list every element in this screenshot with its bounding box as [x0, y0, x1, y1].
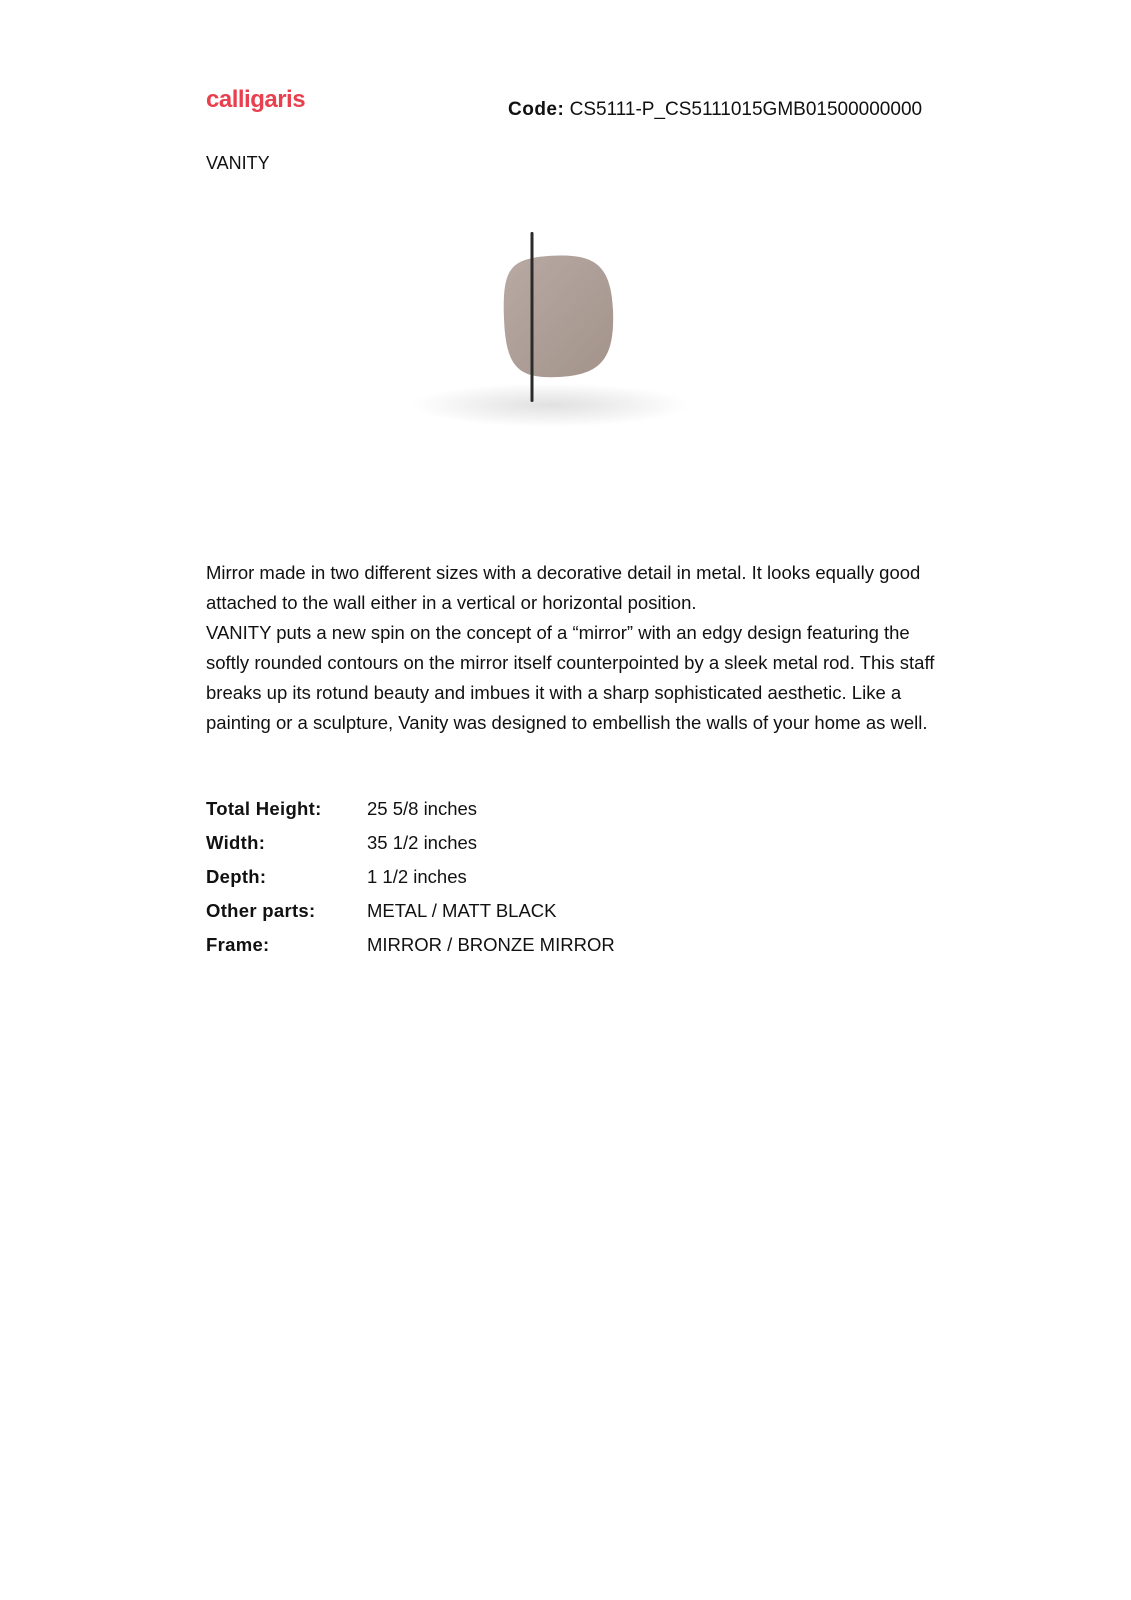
metal-rod: [531, 232, 534, 402]
spec-value: 25 5/8 inches: [367, 798, 478, 819]
spec-value: 35 1/2 inches: [367, 832, 478, 853]
spec-label: Other parts:: [206, 900, 316, 921]
spec-value: 1 1/2 inches: [367, 866, 467, 887]
mirror-panel: [504, 255, 613, 377]
spec-row: [206, 860, 615, 894]
spec-value: METAL / MATT BLACK: [367, 900, 557, 921]
spec-label: Frame:: [206, 934, 270, 955]
specs-table: [206, 792, 615, 962]
spec-label: Total Height:: [206, 798, 322, 819]
product-code: [508, 99, 922, 122]
spec-value: MIRROR / BRONZE MIRROR: [367, 934, 615, 955]
code-value: CS5111-P_CS5111015GMB01500000000: [569, 99, 923, 120]
code-label: Code:: [508, 99, 565, 120]
spec-label: Depth:: [206, 866, 267, 887]
product-description: [206, 558, 936, 738]
floor-shadow: [410, 383, 690, 427]
description-paragraph: VANITY puts a new spin on the concept of a “mirror” with an edgy design featuring the softly rounded contours on the mirror itself counterpointed by a sleek metal rod. This staff breaks up its rotund beauty and imbues it with a sharp sophisticated aesthetic. Like a painting or a sculpture, Vanity was designed to embellish the walls of your home as well.: [206, 622, 935, 733]
product-name: VANITY: [206, 153, 270, 173]
spec-row: [206, 792, 615, 826]
description-paragraph: Mirror made in two different sizes with a decorative detail in metal. It looks equally good attached to the wall either in a vertical or horizontal position.: [206, 562, 921, 613]
spec-row: [206, 928, 615, 962]
spec-row: [206, 894, 615, 928]
spec-label: Width:: [206, 832, 266, 853]
product-image: [400, 225, 720, 450]
calligaris-logo: calligaris: [206, 86, 306, 113]
spec-row: [206, 826, 615, 860]
